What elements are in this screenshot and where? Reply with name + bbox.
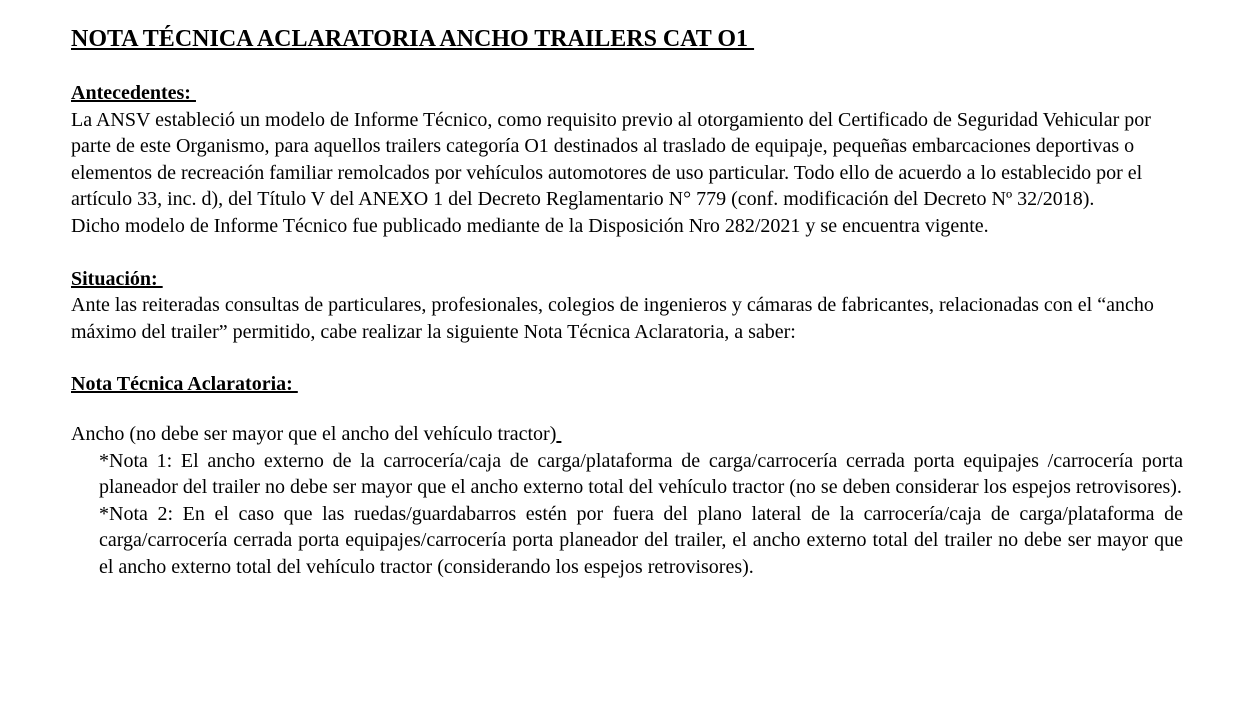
ancho-trailing-underline <box>556 423 561 445</box>
spacer <box>71 54 1183 80</box>
nota-2: *Nota 2: En el caso que las ruedas/guardabarros estén por fuera del plano lateral de la carrocería/caja de carga/plataforma de carga/carrocería cerrada porta equipajes/carrocería porta planeador del trailer, el ancho externo total del trailer no debe ser mayor que el ancho externo total del vehículo tractor (considerando los espejos retrovisores). <box>99 502 1183 578</box>
antecedentes-paragraph-vigente: Dicho modelo de Informe Técnico fue publicado mediante de la Disposición Nro 282/2021 y se encuentra vigente. <box>71 214 989 237</box>
spacer <box>71 345 1183 371</box>
section-antecedentes <box>71 80 1183 240</box>
situacion-paragraph: Ante las reiteradas consultas de particulares, profesionales, colegios de ingenieros y cámaras de fabricantes, relacionadas con el “ancho máximo del trailer” permitido, cabe realizar la siguiente Nota Técnica Aclaratoria, a saber: <box>71 294 1154 343</box>
section-nota-tecnica <box>71 371 1183 580</box>
nota-1: *Nota 1: El ancho externo de la carrocería/caja de carga/plataforma de carga/carrocería cerrada porta equipajes /carrocería porta planeador del trailer no debe ser mayor que el ancho externo total del vehículo tractor (no se deben considerar los espejos retrovisores). <box>99 449 1183 499</box>
section-situacion <box>71 266 1183 346</box>
document-page <box>71 24 1183 581</box>
situacion-heading: Situación: <box>71 267 163 290</box>
spacer <box>71 398 1183 421</box>
ancho-text: Ancho (no debe ser mayor que el ancho del vehículo tractor) <box>71 422 557 445</box>
spacer <box>71 240 1183 266</box>
document-title: NOTA TÉCNICA ACLARATORIA ANCHO TRAILERS CAT O1 <box>71 26 755 52</box>
ancho-line <box>71 421 1183 448</box>
antecedentes-heading: Antecedentes: <box>71 82 196 104</box>
antecedentes-paragraph: La ANSV estableció un modelo de Informe Técnico, como requisito previo al otorgamiento del Certificado de Seguridad Vehicular por parte de este Organismo, para aquellos trailers categoría O1 destinados al traslado de equipaje, pequeñas embarcaciones deportivas o elementos de recreación familiar remolcados por vehículos automotores de uso particular. Todo ello de acuerdo a lo establecido por el artículo 33, inc. d), del Título V del ANEXO 1 del Decreto Reglamentario N° 779 (conf. modificación del Decreto Nº 32/2018). <box>71 108 1151 211</box>
nota-tecnica-heading: Nota Técnica Aclaratoria: <box>71 373 298 396</box>
